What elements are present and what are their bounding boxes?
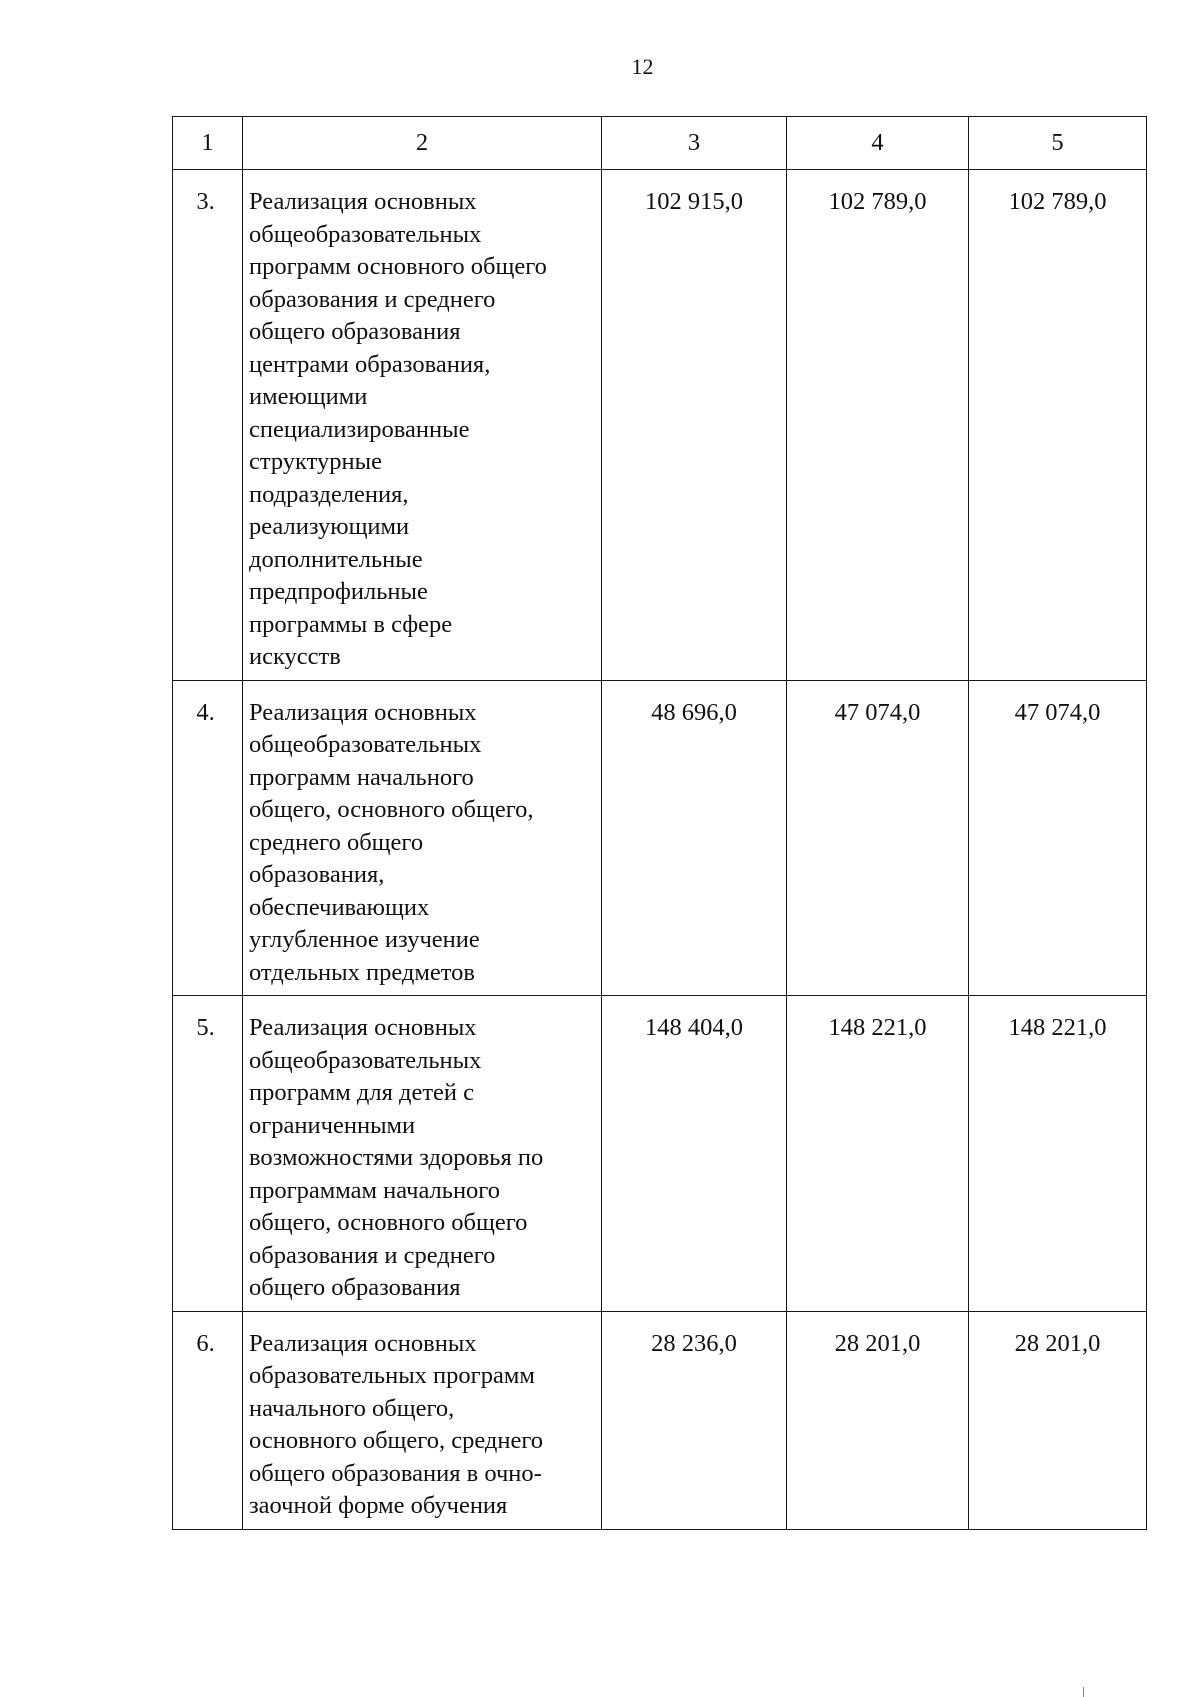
description-line: имеющими [249, 383, 368, 410]
description-line: образования и среднего [249, 285, 496, 313]
amount-cell-col4: 148 221,0 [787, 996, 969, 1312]
amount-cell-col4: 102 789,0 [787, 170, 969, 681]
description-line: возможностями здоровья по [249, 1144, 544, 1171]
description-line: предпрофильные [249, 578, 428, 605]
amount-cell-col5: 102 789,0 [969, 170, 1147, 681]
table-row [173, 170, 1147, 681]
description-line: общего, основного общего, [249, 796, 534, 823]
column-header: 1 [173, 117, 243, 170]
description-line: Реализация основных [249, 188, 477, 215]
description-line: программ начального [249, 763, 474, 791]
description-line: специализированные [249, 415, 470, 443]
table-row [173, 996, 1147, 1312]
description-line: подразделения, [249, 480, 409, 508]
description-line: структурные [249, 448, 382, 475]
description-line: Реализация основных [249, 698, 477, 726]
budget-table [172, 116, 1147, 1530]
description-line: центрами образования, [249, 350, 491, 378]
table-row [173, 680, 1147, 996]
description-line: заочной форме обучения [249, 1492, 508, 1519]
description-line: образования, [249, 861, 385, 888]
description-line: реализующими [249, 513, 410, 540]
description-line: общего образования [249, 1274, 461, 1301]
amount-cell-col5: 47 074,0 [969, 680, 1147, 996]
description-line: начального общего, [249, 1394, 455, 1422]
amount-cell-col3: 148 404,0 [602, 996, 787, 1312]
column-header: 3 [602, 117, 787, 170]
description-line: общеобразовательных [249, 731, 482, 758]
description-line: образовательных программ [249, 1362, 535, 1389]
description-line: общего, основного общего [249, 1209, 528, 1236]
column-header: 2 [243, 117, 602, 170]
description-line: дополнительные [249, 545, 423, 573]
row-number: 4. [173, 680, 243, 996]
amount-cell-col5: 148 221,0 [969, 996, 1147, 1312]
description-line: общеобразовательных [249, 1046, 482, 1074]
column-header: 5 [969, 117, 1147, 170]
row-number: 6. [173, 1311, 243, 1529]
row-description [243, 996, 602, 1312]
description-line: программ основного общего [249, 253, 547, 280]
description-line: программы в сфере [249, 610, 453, 638]
description-line: среднего общего [249, 828, 424, 856]
row-description [243, 170, 602, 681]
table-header-row [173, 117, 1147, 170]
amount-cell-col4: 28 201,0 [787, 1311, 969, 1529]
description-line: искусств [249, 643, 341, 670]
description-line: Реализация основных [249, 1329, 477, 1357]
description-line: образования и среднего [249, 1241, 496, 1269]
description-line: общего образования [249, 318, 461, 345]
row-number: 3. [173, 170, 243, 681]
row-number: 5. [173, 996, 243, 1312]
description-line: общеобразовательных [249, 220, 482, 248]
table-row [173, 1311, 1147, 1529]
amount-cell-col3: 48 696,0 [602, 680, 787, 996]
description-line: программам начального [249, 1176, 500, 1204]
description-line: программ для детей с [249, 1079, 475, 1106]
amount-cell-col3: 28 236,0 [602, 1311, 787, 1529]
amount-cell-col4: 47 074,0 [787, 680, 969, 996]
scan-mark [1083, 1687, 1084, 1697]
column-header: 4 [787, 117, 969, 170]
page-number: 12 [631, 54, 654, 79]
description-line: отдельных предметов [249, 958, 475, 986]
description-line: общего образования в очно- [249, 1459, 542, 1487]
description-line: основного общего, среднего [249, 1427, 544, 1454]
description-line: углубленное изучение [249, 926, 480, 953]
description-line: Реализация основных [249, 1014, 477, 1041]
row-description [243, 1311, 602, 1529]
amount-cell-col3: 102 915,0 [602, 170, 787, 681]
description-line: обеспечивающих [249, 893, 430, 921]
amount-cell-col5: 28 201,0 [969, 1311, 1147, 1529]
description-line: ограниченными [249, 1111, 416, 1139]
row-description [243, 680, 602, 996]
